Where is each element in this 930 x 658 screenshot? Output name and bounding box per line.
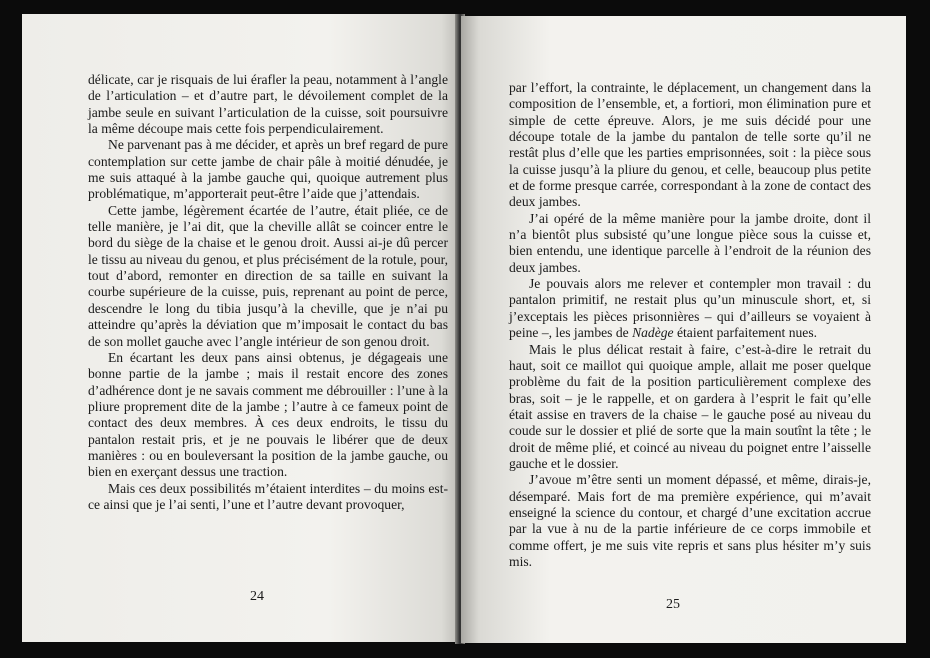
right-page <box>461 16 906 643</box>
paragraph: J’avoue m’être senti un moment dépassé, et même, dirais-je, désemparé. Mais fort de ma première expérience, qui m’avait enseigné la science du contour, et chargé d’une excitation accrue par la vue à nu de la partie inférieure de ce corps immobile et comme offert, je me suis vite repris et sans plus hésiter m’y suis mis. <box>509 472 871 569</box>
page-number-left: 24 <box>250 589 264 604</box>
page-number-right: 25 <box>666 597 680 612</box>
paragraph: Mais ces deux possibilités m’étaient interdites – du moins est-ce ainsi que je l’ai senti, l’une et l’autre devant provoquer, <box>88 480 448 512</box>
paragraph: Cette jambe, légèrement écartée de l’autre, était pliée, ce de telle manière, je l’ai dit, que la cheville allât se coincer entre le bord du siège de la chaise et le genou droit. Aussi ai-je dû percer le tissu au niveau du genou, et plus précisément de la rotule, pour, tout d’abord, remonter en direction de sa taille en suivant la courbe supérieure de la cuisse, puis, reprenant au point de perce, descendre le long du tibia jusqu’à la cheville, que je n’ai pu atteindre qu’après la déviation que m’imposait le contact du bas de son mollet gauche avec l’angle intérieur de son genou droit. <box>88 202 448 349</box>
paragraph: J’ai opéré de la même manière pour la jambe droite, dont il n’a bientôt plus subsisté qu’une longue pièce sous la cuisse et, bien entendu, une identique parcelle à l’endroit de la réunion des deux jambes. <box>509 210 871 275</box>
right-page-text <box>509 80 871 570</box>
left-page-text <box>88 72 448 513</box>
paragraph: En écartant les deux pans ainsi obtenus, je dégageais une bonne partie de la jambe ; mais il restait encore des zones d’adhérence dont je ne savais comment me débrouiller : l’une à la pliure proprement dite de la jambe ; l’autre à ce fameux point de contact des deux membres. À ces deux endroits, le tissu du pantalon restait pris, et je ne pouvais le libérer que de deux manières : ou en bouleversant la position de la jambe gauche, ou bien en exerçant dessus une traction. <box>88 349 448 480</box>
paragraph: Je pouvais alors me relever et contempler mon travail : du pantalon primitif, ne restait plus qu’un minuscule short, et, si j’exceptais les pièces prisonnières – qui d’ailleurs se voyaient à peine –, les jambes de Nadège étaient parfaitement nues. <box>509 276 871 341</box>
paragraph: Ne parvenant pas à me décider, et après un bref regard de pure contemplation sur cette jambe de chair pâle à moitié dénudée, je me suis attaqué à la jambe gauche qui, quoique autrement plus problématique, m’apporterait peut-être l’aide que j’attendais. <box>88 137 448 202</box>
paragraph: Mais le plus délicat restait à faire, c’est-à-dire le retrait du haut, soit ce maillot qui quoique ample, allait me poser quelque problème du fait de la position particulièrement complexe des bras, soit – je le rappelle, et on gardera à l’esprit le fait qu’elle était assise en travers de la chaise – le gauche posé au niveau du coude sur le dossier et plié de sorte que la main soutînt la tête ; le droit de même plié, et coincé au niveau du poignet entre l’aisselle gauche et le dossier. <box>509 341 871 471</box>
paragraph: délicate, car je risquais de lui érafler la peau, notamment à l’angle de l’articulation – et d’autre part, le dévoilement complet de la jambe seule en suivant l’articulation de la cuisse, soit poursuivre la même découpe mais cette fois perpendiculairement. <box>88 72 448 137</box>
left-page <box>22 14 459 642</box>
paragraph: par l’effort, la contrainte, le déplacement, un changement dans la composition de l’ensemble, et, a fortiori, mon élimination pure et simple de cette épreuve. Alors, je me suis décidé pour une découpe totale de la jambe du pantalon de telle sorte qu’il ne restât plus d’elle que les parties emprisonnées, soit : la pièce sous la cuisse jusqu’à la pliure du genou, et celle, beaucoup plus petite et de forme presque carrée, correspondant à la zone de contact des deux jambes. <box>509 80 871 210</box>
